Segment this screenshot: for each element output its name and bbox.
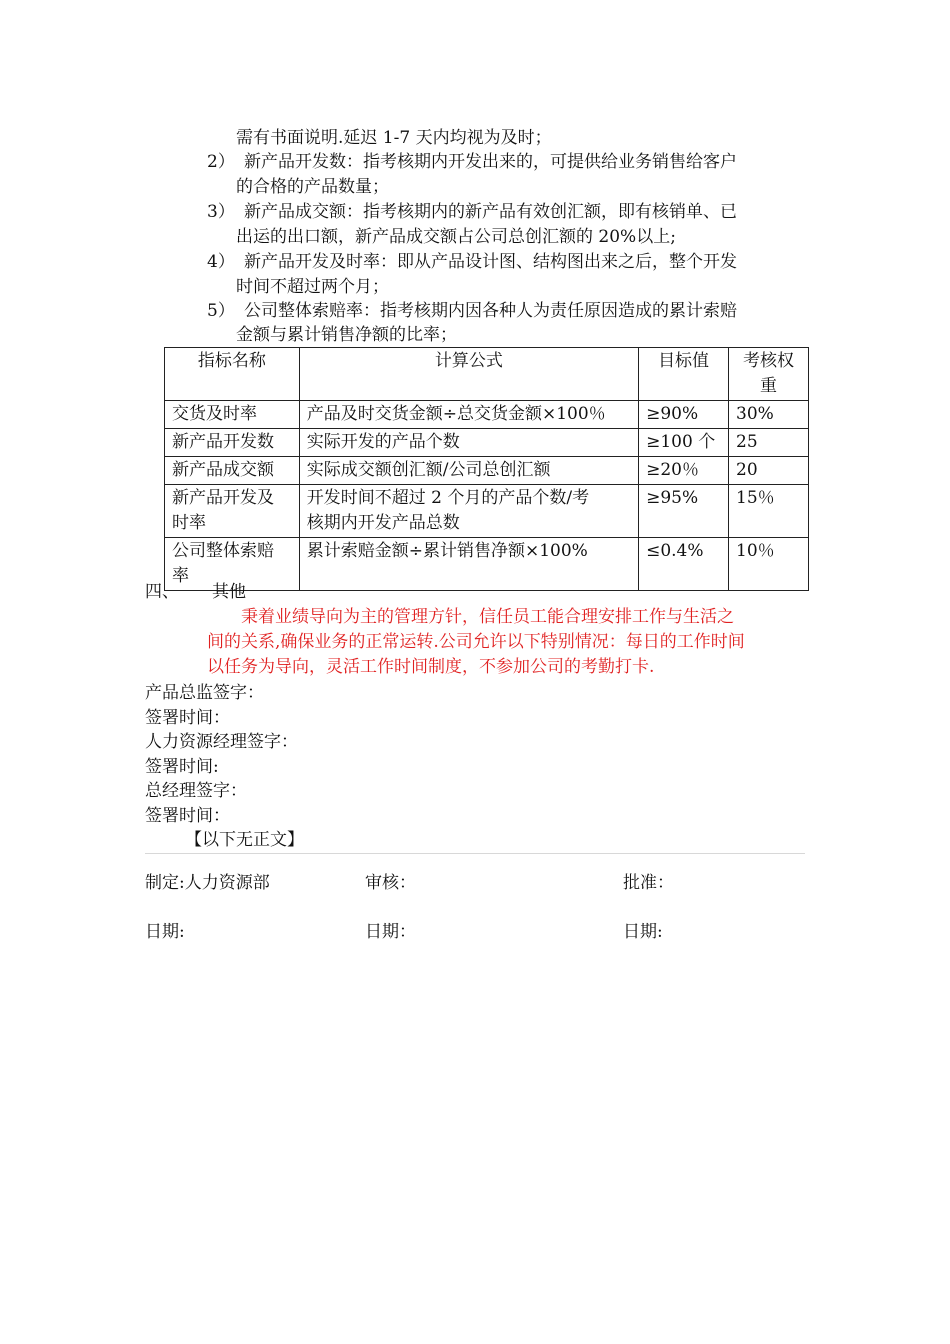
header-weight-line2: 重 — [760, 376, 778, 396]
item-4-text: 新产品开发及时率：即从产品设计图、结构图出来之后，整个开发 — [244, 252, 737, 272]
cell-indicator-name-line1: 新产品开发及 — [172, 488, 274, 508]
section-4-number: 四、 — [145, 582, 179, 602]
cell-weight: 20 — [729, 457, 809, 485]
cell-indicator-name: 交货及时率 — [165, 401, 300, 429]
header-weight — [729, 348, 809, 401]
table-row — [165, 485, 809, 538]
cell-indicator-name: 新产品开发数 — [165, 429, 300, 457]
cell-target: ≥100 个 — [639, 429, 729, 457]
general-manager-signature: 总经理签字： — [145, 781, 247, 801]
header-indicator-name: 指标名称 — [165, 348, 300, 401]
table-row — [165, 401, 809, 429]
hr-manager-signature: 人力资源经理签字： — [145, 732, 298, 752]
item-carry-line: 需有书面说明.延迟 1-7 天内均视为及时； — [236, 128, 552, 148]
cell-indicator-name-line2: 率 — [172, 566, 189, 586]
cell-formula: 实际成交额创汇额/公司总创汇额 — [299, 457, 638, 485]
item-2-continuation: 的合格的产品数量； — [236, 177, 389, 197]
approved-date: 日期: — [623, 922, 663, 942]
cell-indicator-name: 新产品成交额 — [165, 457, 300, 485]
signing-time-1: 签署时间： — [145, 708, 230, 728]
header-weight-line1: 考核权 — [743, 351, 795, 371]
cell-formula: 累计索赔金额÷累计销售净额×100% — [299, 538, 638, 591]
item-4-continuation: 时间不超过两个月； — [236, 277, 389, 297]
item-5-continuation: 金额与累计销售净额的比率； — [236, 325, 457, 345]
header-target: 目标值 — [639, 348, 729, 401]
cell-weight: 10％ — [729, 538, 809, 591]
cell-target: ≥95% — [639, 485, 729, 538]
cell-formula: 实际开发的产品个数 — [299, 429, 638, 457]
cell-formula-line1: 开发时间不超过 2 个月的产品个数/考 — [306, 488, 590, 508]
section-4-title: 其他 — [212, 582, 246, 602]
item-2-number: 2） — [207, 152, 235, 172]
table-row — [165, 429, 809, 457]
reviewed-date: 日期： — [365, 922, 416, 942]
cell-formula-line2: 核期内开发产品总数 — [306, 513, 460, 533]
item-3-number: 3） — [207, 202, 235, 222]
footer-divider — [145, 853, 805, 854]
kpi-table — [164, 347, 809, 591]
product-director-signature: 产品总监签字： — [145, 683, 264, 703]
cell-indicator-name-line1: 公司整体索赔 — [172, 541, 274, 561]
signing-time-2: 签署时间: — [145, 757, 219, 777]
approved-by: 批准： — [623, 873, 674, 893]
signing-time-3: 签署时间： — [145, 806, 230, 826]
item-3-continuation: 出运的出口额，新产品成交额占公司总创汇额的 20%以上; — [236, 227, 676, 247]
header-formula: 计算公式 — [299, 348, 638, 401]
item-4-number: 4） — [207, 252, 235, 272]
item-5-text: 公司整体索赔率：指考核期内因各种人为责任原因造成的累计索赔 — [244, 301, 737, 321]
cell-indicator-name-line2: 时率 — [172, 513, 206, 533]
reviewed-by: 审核： — [365, 873, 416, 893]
table-header-row — [165, 348, 809, 401]
item-3-text: 新产品成交额：指考核期内的新产品有效创汇额，即有核销单、已 — [244, 202, 737, 222]
prepared-by: 制定:人力资源部 — [145, 873, 270, 893]
cell-target: ≤0.4% — [639, 538, 729, 591]
section-4-paragraph-line2: 间的关系,确保业务的正常运转.公司允许以下特别情况：每日的工作时间 — [207, 632, 745, 652]
table-row — [165, 538, 809, 591]
cell-formula: 产品及时交货金额÷总交货金额×100％ — [299, 401, 638, 429]
cell-target: ≥90% — [639, 401, 729, 429]
cell-formula — [299, 485, 638, 538]
item-2-text: 新产品开发数：指考核期内开发出来的，可提供给业务销售给客户 — [244, 152, 737, 172]
section-4-paragraph-line3: 以任务为导向，灵活工作时间制度，不参加公司的考勤打卡. — [207, 657, 655, 677]
cell-target: ≥20％ — [639, 457, 729, 485]
item-5-number: 5） — [207, 301, 235, 321]
prepared-date: 日期: — [145, 922, 185, 942]
end-of-text-marker: 【以下无正文】 — [185, 830, 304, 850]
cell-weight: 15％ — [729, 485, 809, 538]
table-row — [165, 457, 809, 485]
cell-weight: 30% — [729, 401, 809, 429]
cell-weight: 25 — [729, 429, 809, 457]
section-4-paragraph-line1: 秉着业绩导向为主的管理方针，信任员工能合理安排工作与生活之 — [241, 607, 734, 627]
cell-indicator-name — [165, 485, 300, 538]
